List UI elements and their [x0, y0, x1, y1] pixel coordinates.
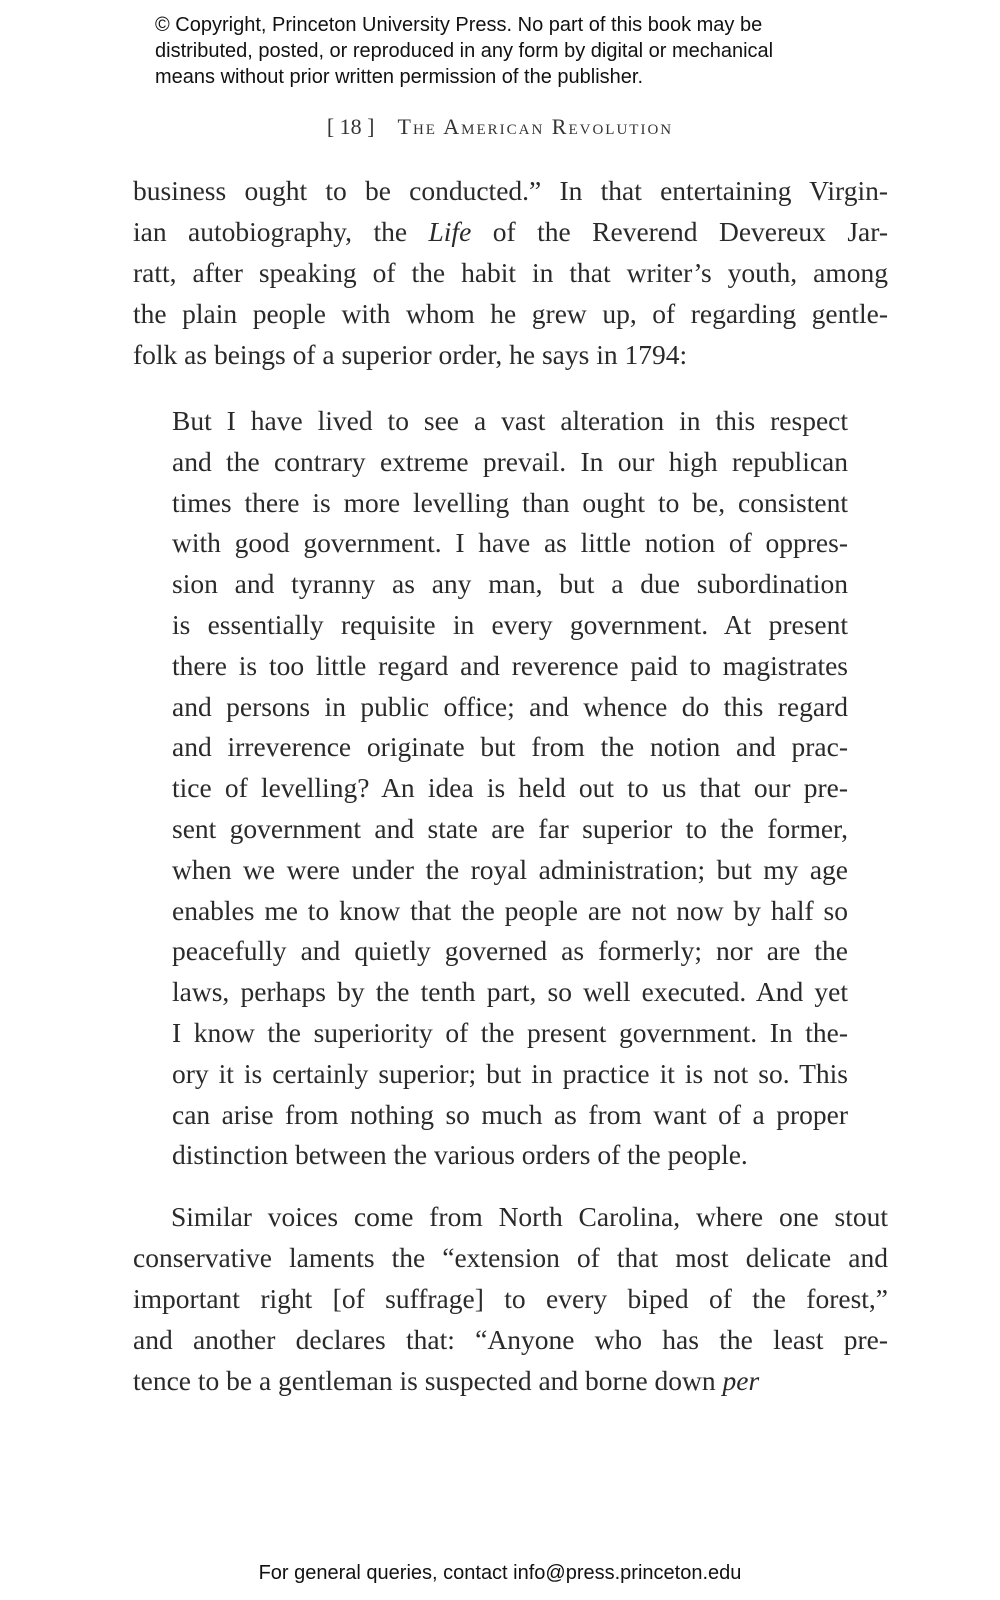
text-line: But I have lived to see a vast alteration in this respect: [172, 405, 848, 436]
text-line: conservative laments the “extension of that most delicate and: [133, 1242, 888, 1273]
text-line: and the contrary extreme prevail. In our high republican: [172, 445, 848, 477]
text-line: distinction between the various orders of the people.: [172, 1139, 748, 1171]
page-number: [ 18 ]: [326, 114, 375, 139]
text-line: tice of levelling? An idea is held out to us that our pre-: [172, 772, 848, 804]
copyright-line: © Copyright, Princeton University Press. No part of this book may be: [155, 14, 763, 36]
text-line: and persons in public office; and whence do this regard: [172, 690, 848, 722]
text-line: I know the superiority of the present government. In the-: [172, 1016, 848, 1048]
text-line: ratt, after speaking of the habit in that writer’s youth, among: [133, 257, 888, 288]
copyright-line: distributed, posted, or reproduced in any form by digital or mechanical: [155, 40, 774, 62]
text-line: laws, perhaps by the tenth part, so well executed. And yet: [172, 976, 848, 1008]
copyright-line: means without prior written permission of the publisher.: [155, 66, 644, 88]
body-paragraph-1: [133, 170, 888, 375]
text-line: enables me to know that the people are not now by half so: [172, 894, 848, 926]
footer-contact: For general queries, contact info@press.princeton.edu: [258, 1562, 742, 1584]
text-line: sent government and state are far superior to the former,: [172, 812, 848, 844]
text-line: with good government. I have as little notion of oppres-: [172, 527, 848, 559]
block-quote: [172, 401, 848, 1176]
body-paragraph-2: [133, 1196, 888, 1401]
running-header: [0, 114, 1000, 140]
text-line: and another declares that: “Anyone who has the least pre-: [133, 1324, 888, 1355]
text-line: is essentially requisite in every government. At present: [172, 608, 848, 640]
text-line: ory it is certainly superior; but in practice it is not so. This: [172, 1057, 848, 1089]
text-line: when we were under the royal administration; but my age: [172, 853, 848, 885]
text-line: Similar voices come from North Carolina, where one stout: [171, 1201, 888, 1232]
text-line: sion and tyranny as any man, but a due subordination: [172, 568, 848, 600]
text-line: there is too little regard and reverence paid to magistrates: [172, 649, 848, 681]
text-line: important right [of suffrage] to every biped of the forest,”: [133, 1283, 888, 1314]
copyright-notice: [155, 12, 773, 90]
text-line: the plain people with whom he grew up, of regarding gentle-: [133, 298, 888, 329]
text-line: business ought to be conducted.” In that entertaining Virgin-: [133, 175, 888, 206]
running-title: The American Revolution: [397, 114, 674, 139]
text-line: tence to be a gentleman is suspected and borne down per: [133, 1365, 760, 1396]
text-line: folk as beings of a superior order, he says in 1794:: [133, 339, 688, 370]
text-line: can arise from nothing so much as from want of a proper: [172, 1098, 848, 1130]
text-line: ian autobiography, the Life of the Reverend Devereux Jar-: [133, 216, 888, 247]
text-line: times there is more levelling than ought to be, consistent: [172, 486, 848, 518]
text-line: peacefully and quietly governed as formerly; nor are the: [172, 935, 848, 967]
text-line: and irreverence originate but from the notion and prac-: [172, 731, 848, 763]
